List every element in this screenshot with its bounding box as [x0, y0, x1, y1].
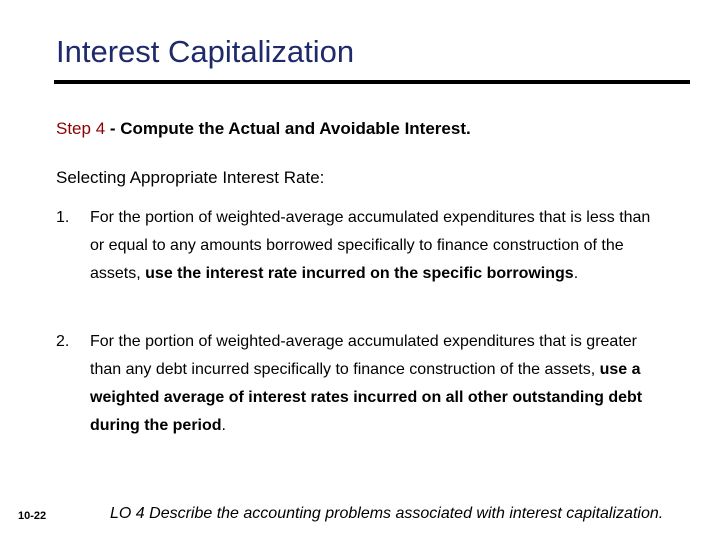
list-item-emphasis: use a weighted average of interest rates incurred on all other outstanding debt during the period — [90, 361, 643, 434]
list-item-end: . — [573, 265, 579, 282]
slide-title: Interest Capitalization — [56, 34, 355, 69]
list-item-end: . — [221, 417, 226, 434]
list-item-number: 2. — [56, 333, 70, 350]
step-text: - Compute the Actual and Avoidable Interest. — [105, 119, 471, 138]
list-item — [56, 328, 656, 440]
list-item-emphasis: use the interest rate incurred on the specific borrowings — [145, 265, 574, 282]
subheading: Selecting Appropriate Interest Rate: — [56, 168, 325, 187]
list-item — [56, 204, 656, 288]
list-item-text — [90, 328, 656, 440]
list-item-plain-text: For the portion of weighted-average accumulated expenditures that is greater than any debt incurred specifically to finance construction of the assets, — [90, 333, 637, 378]
learning-objective: LO 4 Describe the accounting problems associated with interest capitalization. — [110, 505, 664, 522]
title-divider — [54, 80, 690, 84]
list-item-text — [90, 204, 656, 288]
step-heading — [56, 119, 471, 139]
slide-number: 10-22 — [18, 510, 47, 522]
list-item-number: 1. — [56, 209, 70, 226]
list-item-plain-text: For the portion of weighted-average accumulated expenditures that is less than or equal to any amounts borrowed specifically to finance construction of the assets, — [90, 209, 651, 282]
step-label: Step 4 — [56, 119, 106, 138]
